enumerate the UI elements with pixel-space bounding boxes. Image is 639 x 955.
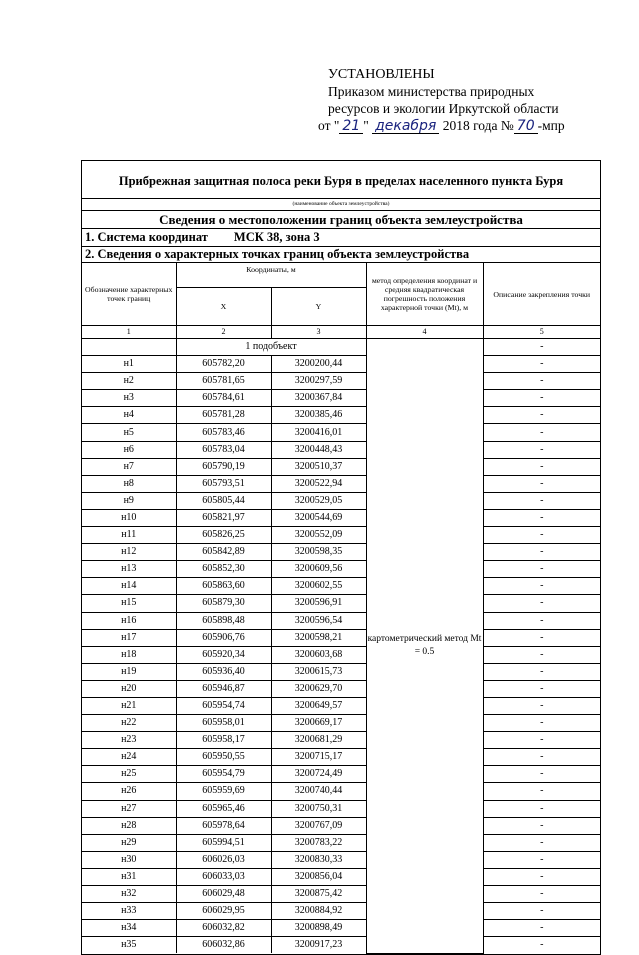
approval-line-3: ресурсов и экологии Иркутской области — [328, 101, 559, 116]
description-cell: - — [483, 424, 600, 441]
table-row — [82, 441, 600, 458]
table-row — [82, 783, 600, 800]
point-id-cell: н20 — [82, 680, 176, 697]
point-id-cell: н3 — [82, 390, 176, 407]
description-cell: - — [483, 561, 600, 578]
description-cell: - — [483, 817, 600, 834]
point-id-cell: н14 — [82, 578, 176, 595]
x-coord-cell: 605959,69 — [176, 783, 271, 800]
description-cell: - — [483, 578, 600, 595]
header-y: Y — [271, 288, 366, 326]
y-coord-cell: 3200615,73 — [271, 663, 366, 680]
point-id-cell: н17 — [82, 629, 176, 646]
point-id-cell: н1 — [82, 356, 176, 373]
coord-system-row — [82, 229, 600, 247]
y-coord-cell: 3200856,04 — [271, 868, 366, 885]
point-id-cell: н23 — [82, 732, 176, 749]
x-coord-cell: 605958,01 — [176, 715, 271, 732]
coord-system-value: МСК 38, зона 3 — [233, 230, 320, 244]
point-id-cell: н13 — [82, 561, 176, 578]
point-id-cell: н19 — [82, 663, 176, 680]
header-method: метод определения координат и средняя квадратическая погрешность положения характерной точки (Mt), м — [366, 263, 483, 326]
table-row — [82, 715, 600, 732]
table-row — [82, 527, 600, 544]
y-coord-cell: 3200596,54 — [271, 612, 366, 629]
x-coord-cell: 605783,46 — [176, 424, 271, 441]
table-row — [82, 697, 600, 714]
col-number-5: 5 — [483, 326, 600, 339]
y-coord-cell: 3200875,42 — [271, 886, 366, 903]
table-row — [82, 749, 600, 766]
point-id-cell: н24 — [82, 749, 176, 766]
description-cell: - — [483, 458, 600, 475]
table-row — [82, 629, 600, 646]
approval-stamp — [318, 66, 618, 134]
y-coord-cell: 3200416,01 — [271, 424, 366, 441]
description-cell: - — [483, 766, 600, 783]
approval-date-line — [318, 117, 618, 134]
date-day-handwritten: 21 — [339, 119, 363, 134]
description-cell: - — [483, 646, 600, 663]
x-coord-cell: 605936,40 — [176, 663, 271, 680]
coord-system-label: 1. Система координат — [85, 230, 208, 244]
method-cell: картометрический метод Mt = 0.5 — [366, 339, 483, 954]
col-number-4: 4 — [366, 326, 483, 339]
x-coord-cell: 605826,25 — [176, 527, 271, 544]
description-cell: - — [483, 715, 600, 732]
y-coord-cell: 3200783,22 — [271, 834, 366, 851]
date-month-handwritten: декабря — [372, 119, 439, 134]
subobject-empty-cell — [82, 339, 176, 356]
description-cell: - — [483, 629, 600, 646]
table-row — [82, 561, 600, 578]
x-coord-cell: 605958,17 — [176, 732, 271, 749]
points-title: 2. Сведения о характерных точках границ объекта землеустройства — [82, 247, 600, 263]
subobject-row — [82, 339, 600, 356]
x-coord-cell: 606026,03 — [176, 851, 271, 868]
table-row — [82, 407, 600, 424]
x-coord-cell: 606033,03 — [176, 868, 271, 885]
x-coord-cell: 605781,28 — [176, 407, 271, 424]
table-row — [82, 595, 600, 612]
table-row — [82, 612, 600, 629]
y-coord-cell: 3200510,37 — [271, 458, 366, 475]
y-coord-cell: 3200715,17 — [271, 749, 366, 766]
y-coord-cell: 3200448,43 — [271, 441, 366, 458]
description-cell: - — [483, 749, 600, 766]
description-cell: - — [483, 492, 600, 509]
table-row — [82, 663, 600, 680]
points-table — [82, 263, 600, 954]
x-coord-cell: 605781,65 — [176, 373, 271, 390]
table-row — [82, 458, 600, 475]
date-mid: " — [363, 118, 369, 133]
point-id-cell: н21 — [82, 697, 176, 714]
y-coord-cell: 3200830,33 — [271, 851, 366, 868]
date-prefix: от " — [318, 118, 340, 133]
description-cell: - — [483, 732, 600, 749]
date-year: 2018 года № — [442, 118, 514, 133]
point-id-cell: н10 — [82, 509, 176, 526]
description-cell: - — [483, 834, 600, 851]
x-coord-cell: 605784,61 — [176, 390, 271, 407]
table-row — [82, 390, 600, 407]
point-id-cell: н35 — [82, 937, 176, 954]
x-coord-cell: 605906,76 — [176, 629, 271, 646]
table-row — [82, 834, 600, 851]
table-row — [82, 868, 600, 885]
point-id-cell: н4 — [82, 407, 176, 424]
table-row — [82, 732, 600, 749]
y-coord-cell: 3200200,44 — [271, 356, 366, 373]
x-coord-cell: 605790,19 — [176, 458, 271, 475]
x-coord-cell: 606029,48 — [176, 886, 271, 903]
y-coord-cell: 3200598,35 — [271, 544, 366, 561]
y-coord-cell: 3200609,56 — [271, 561, 366, 578]
table-row — [82, 373, 600, 390]
table-row — [82, 646, 600, 663]
y-coord-cell: 3200522,94 — [271, 475, 366, 492]
x-coord-cell: 605805,44 — [176, 492, 271, 509]
table-row — [82, 766, 600, 783]
point-id-cell: н22 — [82, 715, 176, 732]
section-title: Сведения о местоположении границ объекта землеустройства — [82, 211, 600, 229]
x-coord-cell: 605954,74 — [176, 697, 271, 714]
table-row — [82, 356, 600, 373]
table-row — [82, 475, 600, 492]
x-coord-cell: 605950,55 — [176, 749, 271, 766]
col-number-2: 2 — [176, 326, 271, 339]
description-cell: - — [483, 663, 600, 680]
table-row — [82, 886, 600, 903]
table-row — [82, 492, 600, 509]
description-cell: - — [483, 920, 600, 937]
order-suffix: -мпр — [537, 118, 565, 133]
boundary-document — [81, 160, 601, 955]
table-row — [82, 544, 600, 561]
object-title: Прибрежная защитная полоса реки Буря в пределах населенного пункта Буря — [82, 161, 600, 199]
description-cell: - — [483, 783, 600, 800]
x-coord-cell: 605793,51 — [176, 475, 271, 492]
header-description: Описание закрепления точки — [483, 263, 600, 326]
point-id-cell: н32 — [82, 886, 176, 903]
header-x: X — [176, 288, 271, 326]
table-row — [82, 509, 600, 526]
header-point: Обозначение характерных точек границ — [82, 263, 176, 326]
description-cell: - — [483, 527, 600, 544]
point-id-cell: н12 — [82, 544, 176, 561]
approval-title: УСТАНОВЛЕНЫ — [328, 67, 435, 82]
table-row — [82, 800, 600, 817]
description-cell: - — [483, 886, 600, 903]
subobject-label: 1 подобъект — [176, 339, 366, 356]
y-coord-cell: 3200898,49 — [271, 920, 366, 937]
x-coord-cell: 605783,04 — [176, 441, 271, 458]
point-id-cell: н34 — [82, 920, 176, 937]
x-coord-cell: 605782,20 — [176, 356, 271, 373]
table-row — [82, 937, 600, 954]
y-coord-cell: 3200602,55 — [271, 578, 366, 595]
point-id-cell: н18 — [82, 646, 176, 663]
point-id-cell: н25 — [82, 766, 176, 783]
point-id-cell: н15 — [82, 595, 176, 612]
point-id-cell: н27 — [82, 800, 176, 817]
x-coord-cell: 605994,51 — [176, 834, 271, 851]
description-cell: - — [483, 851, 600, 868]
y-coord-cell: 3200529,05 — [271, 492, 366, 509]
description-cell: - — [483, 697, 600, 714]
point-id-cell: н7 — [82, 458, 176, 475]
x-coord-cell: 606032,86 — [176, 937, 271, 954]
table-row — [82, 903, 600, 920]
point-id-cell: н28 — [82, 817, 176, 834]
point-id-cell: н11 — [82, 527, 176, 544]
point-id-cell: н16 — [82, 612, 176, 629]
y-coord-cell: 3200767,09 — [271, 817, 366, 834]
y-coord-cell: 3200629,70 — [271, 680, 366, 697]
point-id-cell: н5 — [82, 424, 176, 441]
x-coord-cell: 606029,95 — [176, 903, 271, 920]
x-coord-cell: 606032,82 — [176, 920, 271, 937]
y-coord-cell: 3200649,57 — [271, 697, 366, 714]
table-row — [82, 578, 600, 595]
description-cell: - — [483, 475, 600, 492]
x-coord-cell: 605842,89 — [176, 544, 271, 561]
y-coord-cell: 3200740,44 — [271, 783, 366, 800]
y-coord-cell: 3200552,09 — [271, 527, 366, 544]
point-id-cell: н30 — [82, 851, 176, 868]
point-id-cell: н31 — [82, 868, 176, 885]
y-coord-cell: 3200750,31 — [271, 800, 366, 817]
description-cell: - — [483, 903, 600, 920]
point-id-cell: н2 — [82, 373, 176, 390]
description-cell: - — [483, 544, 600, 561]
y-coord-cell: 3200681,29 — [271, 732, 366, 749]
object-caption: (наименование объекта землеустройства) — [82, 199, 600, 211]
x-coord-cell: 605978,64 — [176, 817, 271, 834]
y-coord-cell: 3200297,59 — [271, 373, 366, 390]
description-cell: - — [483, 937, 600, 954]
x-coord-cell: 605920,34 — [176, 646, 271, 663]
point-id-cell: н6 — [82, 441, 176, 458]
y-coord-cell: 3200385,46 — [271, 407, 366, 424]
column-number-row — [82, 326, 600, 339]
x-coord-cell: 605821,97 — [176, 509, 271, 526]
point-id-cell: н26 — [82, 783, 176, 800]
y-coord-cell: 3200884,92 — [271, 903, 366, 920]
y-coord-cell: 3200603,68 — [271, 646, 366, 663]
y-coord-cell: 3200367,84 — [271, 390, 366, 407]
y-coord-cell: 3200724,49 — [271, 766, 366, 783]
point-id-cell: н33 — [82, 903, 176, 920]
description-cell: - — [483, 407, 600, 424]
description-cell: - — [483, 390, 600, 407]
description-cell: - — [483, 509, 600, 526]
description-cell: - — [483, 373, 600, 390]
x-coord-cell: 605898,48 — [176, 612, 271, 629]
description-cell: - — [483, 356, 600, 373]
table-row — [82, 817, 600, 834]
table-header-row — [82, 263, 600, 288]
y-coord-cell: 3200596,91 — [271, 595, 366, 612]
description-cell: - — [483, 680, 600, 697]
x-coord-cell: 605946,87 — [176, 680, 271, 697]
header-coords: Координаты, м — [176, 263, 366, 288]
x-coord-cell: 605879,30 — [176, 595, 271, 612]
description-cell: - — [483, 595, 600, 612]
description-cell: - — [483, 612, 600, 629]
point-id-cell: н29 — [82, 834, 176, 851]
order-number-handwritten: 70 — [514, 119, 538, 134]
point-id-cell: н9 — [82, 492, 176, 509]
table-row — [82, 851, 600, 868]
table-row — [82, 680, 600, 697]
x-coord-cell: 605852,30 — [176, 561, 271, 578]
point-id-cell: н8 — [82, 475, 176, 492]
y-coord-cell: 3200598,21 — [271, 629, 366, 646]
description-cell: - — [483, 441, 600, 458]
approval-line-2: Приказом министерства природных — [328, 84, 535, 99]
x-coord-cell: 605863,60 — [176, 578, 271, 595]
y-coord-cell: 3200669,17 — [271, 715, 366, 732]
col-number-1: 1 — [82, 326, 176, 339]
description-cell: - — [483, 800, 600, 817]
y-coord-cell: 3200544,69 — [271, 509, 366, 526]
x-coord-cell: 605965,46 — [176, 800, 271, 817]
table-row — [82, 920, 600, 937]
table-row — [82, 424, 600, 441]
subobject-description: - — [483, 339, 600, 356]
x-coord-cell: 605954,79 — [176, 766, 271, 783]
y-coord-cell: 3200917,23 — [271, 937, 366, 954]
description-cell: - — [483, 868, 600, 885]
col-number-3: 3 — [271, 326, 366, 339]
